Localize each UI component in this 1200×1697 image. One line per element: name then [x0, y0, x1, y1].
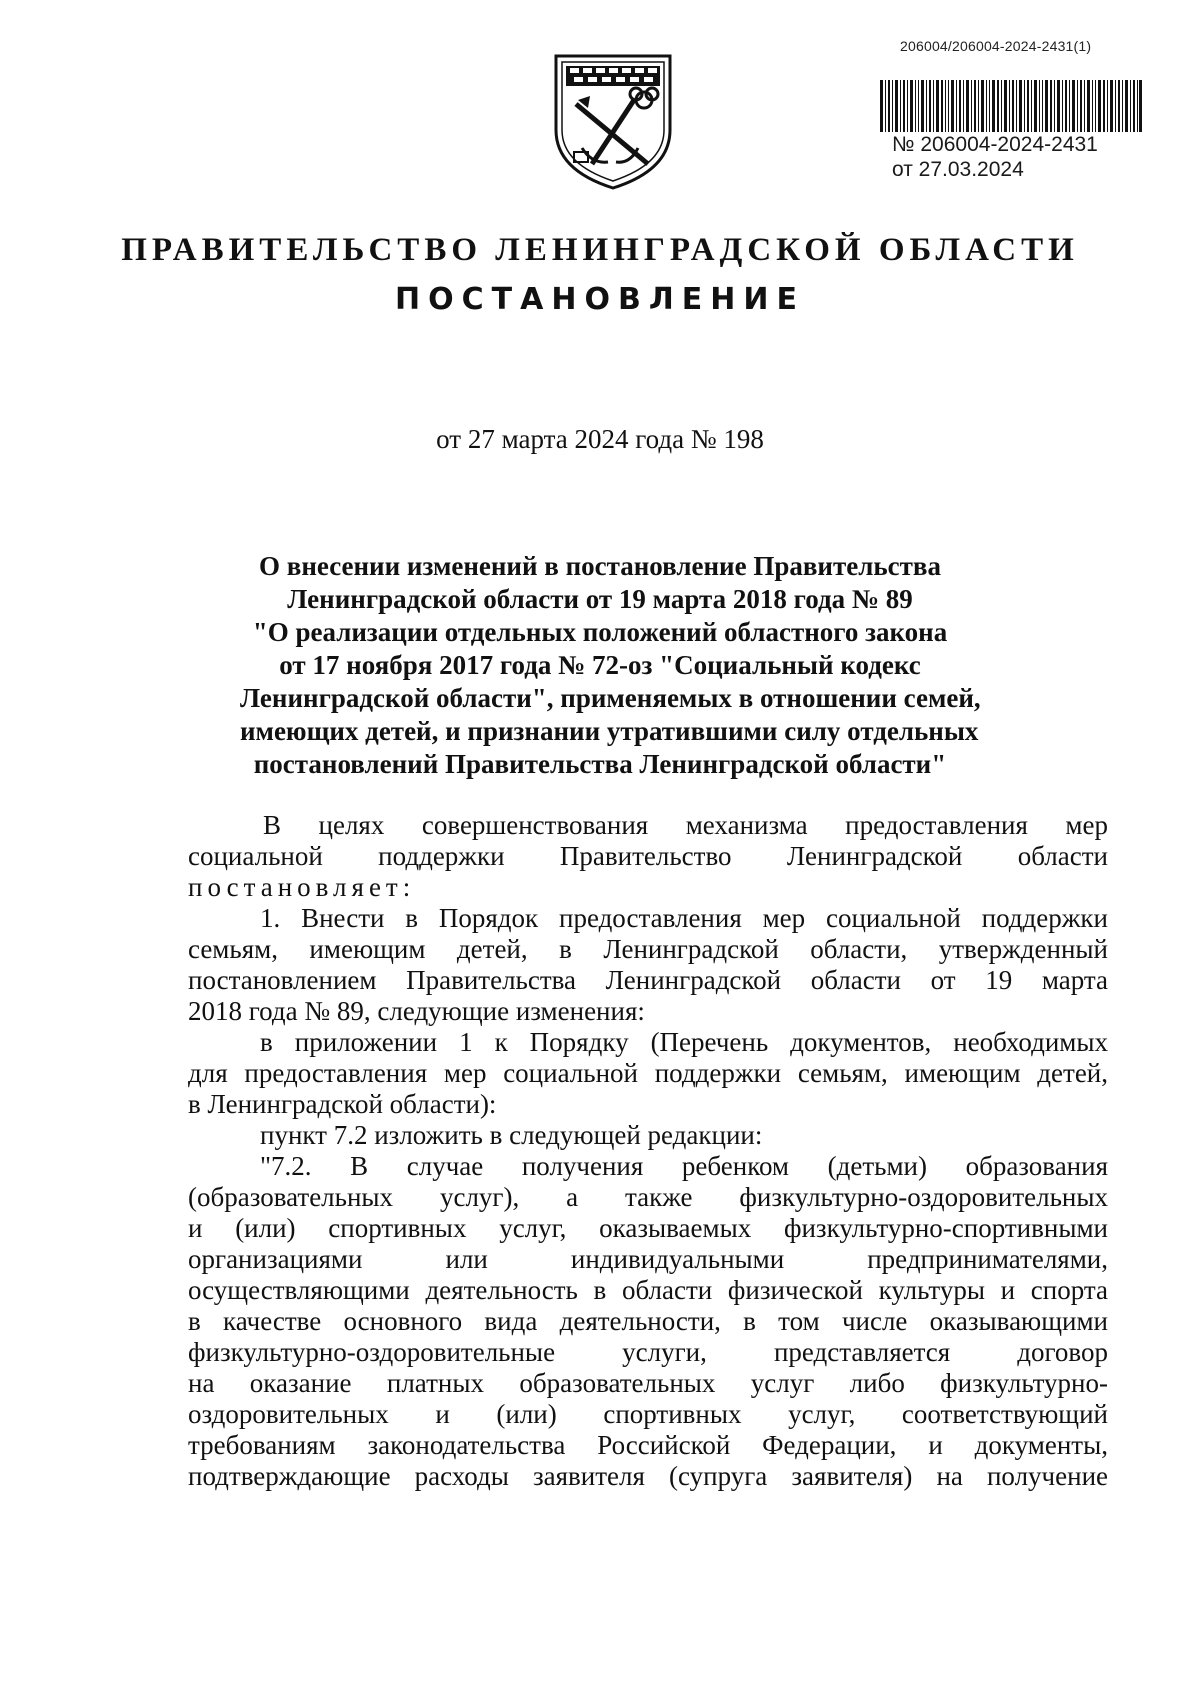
registration-date: от 27.03.2024 [892, 158, 1024, 181]
body-line: оздоровительных и (или) спортивных услуг, соответствующий [188, 1399, 1108, 1429]
body-line: пункт 7.2 изложить в следующей редакции: [260, 1120, 763, 1150]
body-line: для предоставления мер социальной поддержки семьям, имеющим детей, [188, 1058, 1108, 1088]
document-body [188, 810, 1108, 1492]
document-type: ПОСТАНОВЛЕНИЕ [395, 282, 805, 317]
government-title: ПРАВИТЕЛЬСТВО ЛЕНИНГРАДСКОЙ ОБЛАСТИ [121, 232, 1079, 268]
body-line: на оказание платных образовательных услуг либо физкультурно- [188, 1368, 1108, 1398]
subject-line: имеющих детей, и признании утратившими силу отдельных [240, 716, 979, 746]
coat-of-arms-icon [552, 52, 674, 192]
body-line: физкультурно-оздоровительные услуги, представляется договор [188, 1337, 1108, 1367]
body-line: в Ленинградской области): [188, 1089, 497, 1119]
document-code: 206004/206004-2024-2431(1) [900, 38, 1092, 54]
body-line: и (или) спортивных услуг, оказываемых физкультурно-спортивными [188, 1213, 1108, 1243]
body-line: в приложении 1 к Порядку (Перечень документов, необходимых [260, 1027, 1108, 1057]
subject-line: постановлений Правительства Ленинградской области" [253, 749, 947, 779]
registration-number: № 206004-2024-2431 [892, 133, 1098, 156]
body-line: требованиям законодательства Российской Федерации, и документы, [188, 1430, 1108, 1460]
body-line: 1. Внести в Порядок предоставления мер социальной поддержки [260, 903, 1108, 933]
subject-line: от 17 ноября 2017 года № 72-оз "Социальный кодекс [279, 650, 921, 680]
body-line: в качестве основного вида деятельности, в том числе оказывающими [188, 1306, 1108, 1336]
body-line: подтверждающие расходы заявителя (супруга заявителя) на получение [188, 1461, 1108, 1491]
body-line: осуществляющими деятельность в области физической культуры и спорта [188, 1275, 1108, 1305]
body-line: 2018 года № 89, следующие изменения: [188, 996, 645, 1026]
subject-line: О внесении изменений в постановление Правительства [259, 551, 941, 581]
body-line: В целях совершенствования механизма предоставления мер [263, 810, 1108, 840]
body-line: социальной поддержки Правительство Ленинградской области [188, 841, 1108, 871]
subject-line: "О реализации отдельных положений областного закона [252, 617, 948, 647]
body-line: (образовательных услуг), а также физкультурно-оздоровительных [188, 1182, 1108, 1212]
body-line: постановлением Правительства Ленинградской области от 19 марта [188, 965, 1108, 995]
subject-line: Ленинградской области от 19 марта 2018 года № 89 [287, 584, 913, 614]
barcode-icon [880, 80, 1142, 132]
document-subject [240, 550, 981, 781]
subject-line: Ленинградской области", применяемых в отношении семей, [240, 683, 981, 713]
body-line: организациями или индивидуальными предпринимателями, [188, 1244, 1108, 1274]
body-line: "7.2. В случае получения ребенком (детьми) образования [260, 1151, 1108, 1181]
document-date: от 27 марта 2024 года № 198 [436, 424, 764, 454]
body-line: семьям, имеющим детей, в Ленинградской области, утвержденный [188, 934, 1108, 964]
body-line-decree: постановляет: [188, 872, 416, 902]
